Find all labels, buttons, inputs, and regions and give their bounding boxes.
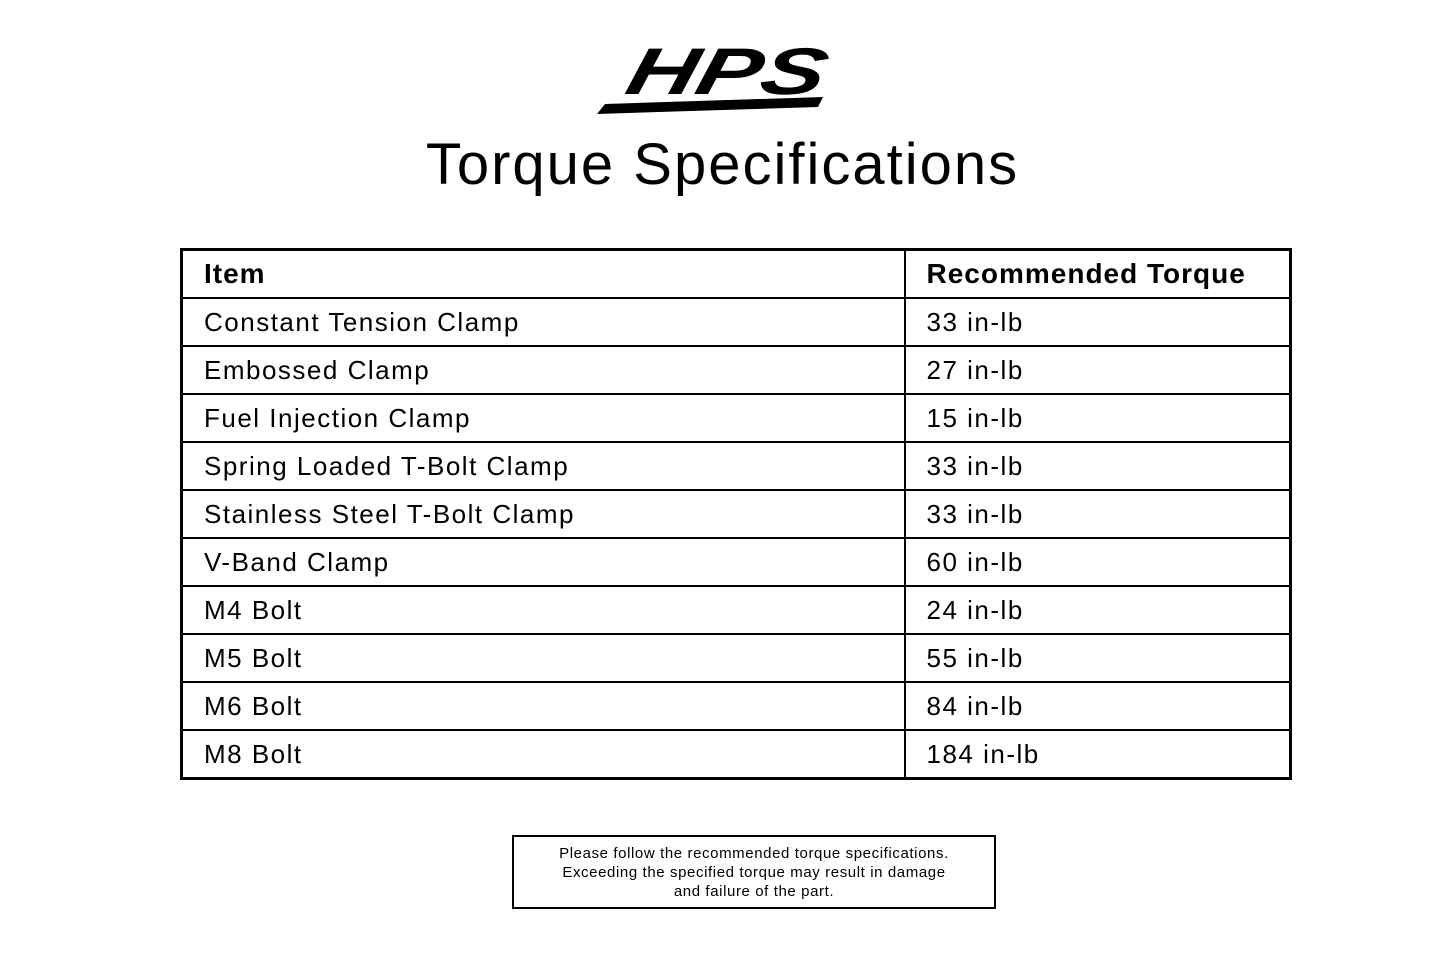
item-cell: Stainless Steel T-Bolt Clamp (182, 490, 905, 538)
table-row (182, 538, 1291, 586)
item-cell: Spring Loaded T-Bolt Clamp (182, 442, 905, 490)
torque-cell: 55 in-lb (905, 634, 1291, 682)
table-row (182, 490, 1291, 538)
item-cell: M5 Bolt (182, 634, 905, 682)
page-title: Torque Specifications (425, 132, 1020, 197)
hps-logo-icon (595, 38, 851, 120)
table-row (182, 730, 1291, 779)
table-row (182, 298, 1291, 346)
torque-cell: 84 in-lb (905, 682, 1291, 730)
hps-logo (595, 38, 851, 120)
item-cell: V-Band Clamp (182, 538, 905, 586)
table-row (182, 346, 1291, 394)
table-row (182, 394, 1291, 442)
torque-cell: 24 in-lb (905, 586, 1291, 634)
note-line: and failure of the part. (673, 882, 835, 900)
torque-cell: 33 in-lb (905, 490, 1291, 538)
torque-cell: 184 in-lb (905, 730, 1291, 779)
torque-cell: 33 in-lb (905, 442, 1291, 490)
column-header-item: Item (182, 250, 905, 299)
table-row (182, 586, 1291, 634)
item-cell: Fuel Injection Clamp (182, 394, 905, 442)
table-row (182, 442, 1291, 490)
item-cell: Embossed Clamp (182, 346, 905, 394)
torque-cell: 27 in-lb (905, 346, 1291, 394)
item-cell: M4 Bolt (182, 586, 905, 634)
hps-logo-text: HPS (618, 38, 773, 109)
torque-warning-note (512, 835, 996, 909)
item-cell: Constant Tension Clamp (182, 298, 905, 346)
torque-cell: 33 in-lb (905, 298, 1291, 346)
item-cell: M8 Bolt (182, 730, 905, 779)
table-row (182, 634, 1291, 682)
item-cell: M6 Bolt (182, 682, 905, 730)
table-row (182, 682, 1291, 730)
column-header-torque: Recommended Torque (905, 250, 1291, 299)
torque-spec-table (180, 248, 1292, 780)
torque-cell: 15 in-lb (905, 394, 1291, 442)
torque-cell: 60 in-lb (905, 538, 1291, 586)
table-header-row (182, 250, 1291, 299)
note-line: Please follow the recommended torque specifications. (559, 844, 949, 862)
note-line: Exceeding the specified torque may result in damage (562, 863, 946, 881)
